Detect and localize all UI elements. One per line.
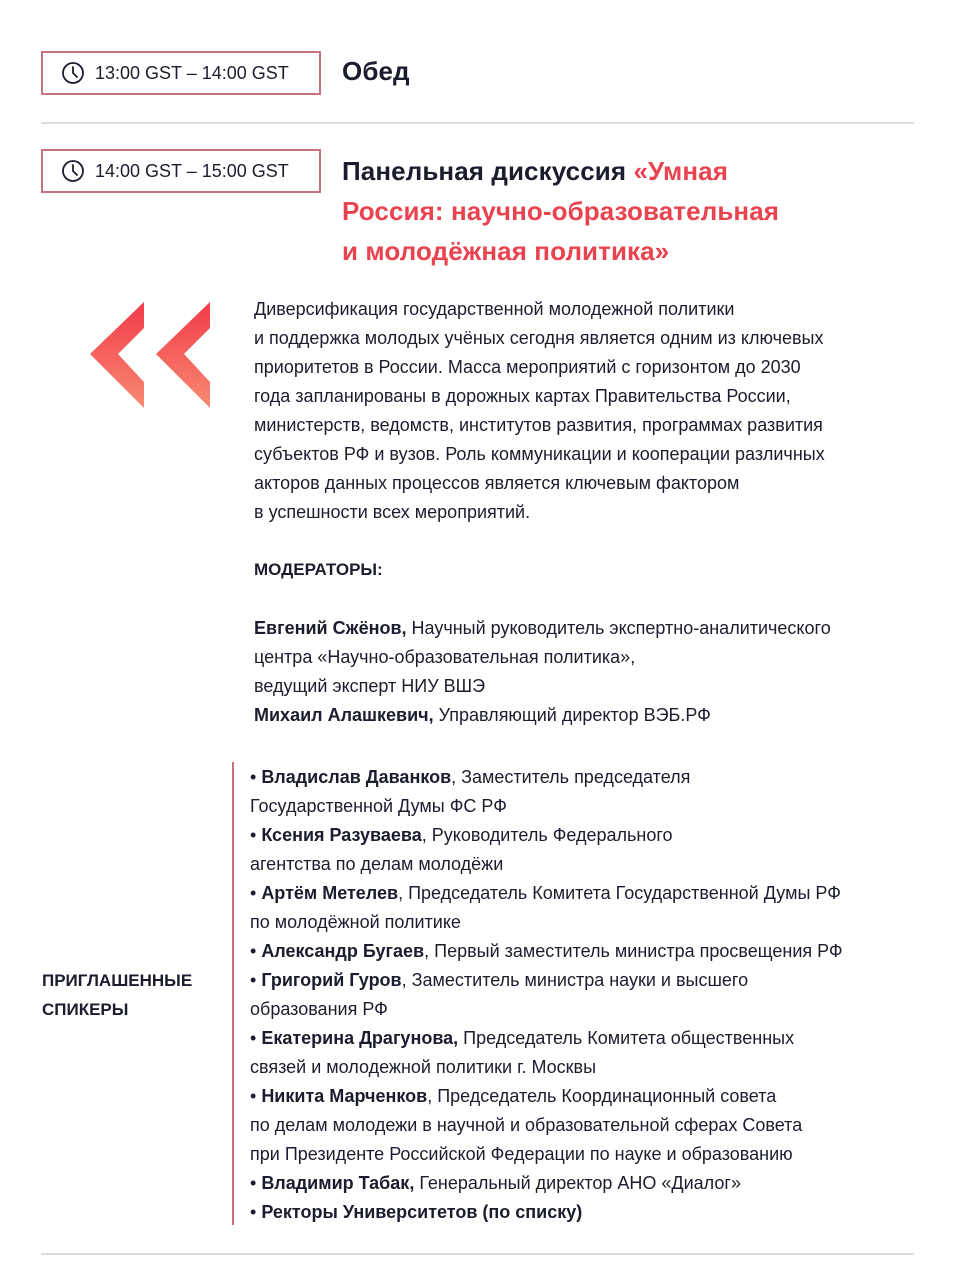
- description-line: субъектов РФ и вузов. Роль коммуникации и кооперации различных: [254, 444, 825, 464]
- divider: [41, 122, 914, 124]
- speaker-item: [250, 937, 920, 966]
- speaker-name: Ксения Разуваева: [261, 825, 422, 845]
- speaker-item: [250, 1024, 920, 1053]
- speaker-role-line: по делам молодежи в научной и образовательной сферах Совета: [250, 1115, 803, 1135]
- time-slot-badge: [41, 149, 321, 193]
- speakers-heading: [42, 966, 192, 1024]
- bullet: •: [250, 883, 262, 903]
- speaker-role: , Первый заместитель министра просвещения РФ: [424, 941, 843, 961]
- description-line: Диверсификация государственной молодежной политики: [254, 299, 735, 319]
- bullet: •: [250, 970, 262, 990]
- speaker-item: [250, 1169, 920, 1198]
- speaker-role-line: образования РФ: [250, 999, 388, 1019]
- bullet: •: [250, 1202, 262, 1222]
- moderator-role-line: центра «Научно-образовательная политика»,: [254, 647, 636, 667]
- speaker-role-line: при Президенте Российской Федерации по науке и образованию: [250, 1144, 793, 1164]
- speaker-name: Григорий Гуров: [261, 970, 402, 990]
- time-range: 13:00 GST – 14:00 GST: [95, 62, 289, 83]
- bullet: •: [250, 1086, 262, 1106]
- bullet: •: [250, 1028, 262, 1048]
- speakers-divider-line: [232, 762, 234, 1225]
- speaker-name: Никита Марченков: [261, 1086, 428, 1106]
- speaker-item: [250, 879, 920, 908]
- description-line: года запланированы в дорожных картах Правительства России,: [254, 386, 791, 406]
- speaker-name: Ректоры Университетов (по списку): [261, 1202, 583, 1222]
- moderator-name: Евгений Сжёнов,: [254, 618, 407, 638]
- speaker-item: [250, 966, 920, 995]
- time-range: 14:00 GST – 15:00 GST: [95, 160, 289, 181]
- session-title: [342, 151, 902, 271]
- bullet: •: [250, 767, 262, 787]
- speaker-role: Председатель Комитета общественных: [458, 1028, 795, 1048]
- bullet: •: [250, 825, 262, 845]
- speaker-role-line: связей и молодежной политики г. Москвы: [250, 1057, 597, 1077]
- speaker-name: Владислав Даванков: [261, 767, 452, 787]
- speaker-item: [250, 1082, 920, 1111]
- clock-icon: [61, 61, 85, 85]
- title-accent: Россия: научно-образовательная: [342, 196, 780, 226]
- moderators-list: [254, 614, 914, 730]
- moderator-role: Управляющий директор ВЭБ.РФ: [433, 705, 711, 725]
- speaker-item: [250, 763, 920, 792]
- time-slot-badge: [41, 51, 321, 95]
- moderator-role-line: ведущий эксперт НИУ ВШЭ: [254, 676, 486, 696]
- speaker-role-line: Государственной Думы ФС РФ: [250, 796, 507, 816]
- bullet: •: [250, 1173, 262, 1193]
- title-accent: «Умная: [633, 156, 728, 186]
- speaker-role: , Заместитель председателя: [451, 767, 691, 787]
- speaker-name: Артём Метелев: [261, 883, 399, 903]
- moderator-name: Михаил Алашкевич,: [254, 705, 434, 725]
- session-description: [254, 295, 904, 527]
- speaker-role-line: по молодёжной политике: [250, 912, 461, 932]
- speaker-name: Александр Бугаев: [261, 941, 425, 961]
- description-line: в успешности всех мероприятий.: [254, 502, 531, 522]
- bullet: •: [250, 941, 262, 961]
- speaker-role: Генеральный директор АНО «Диалог»: [414, 1173, 741, 1193]
- clock-icon: [61, 159, 85, 183]
- title-accent: и молодёжная политика»: [342, 236, 670, 266]
- session-title: Обед: [342, 56, 410, 86]
- description-line: министерств, ведомств, институтов развития, программах развития: [254, 415, 823, 435]
- speaker-role: , Председатель Координационный совета: [427, 1086, 777, 1106]
- divider: [41, 1253, 914, 1255]
- moderator-item: [254, 701, 914, 730]
- moderators-heading: МОДЕРАТОРЫ:: [254, 560, 383, 579]
- speaker-role-line: агентства по делам молодёжи: [250, 854, 504, 874]
- speakers-list: [250, 763, 920, 1227]
- speaker-item: [250, 1198, 920, 1227]
- speakers-heading-line: ПРИГЛАШЕННЫЕ: [42, 971, 193, 990]
- double-chevron-quote-icon: [90, 302, 214, 412]
- speaker-name: Владимир Табак,: [261, 1173, 415, 1193]
- description-line: акторов данных процессов является ключевым фактором: [254, 473, 740, 493]
- speaker-role: , Заместитель министра науки и высшего: [401, 970, 749, 990]
- speaker-role: , Руководитель Федерального: [421, 825, 673, 845]
- speaker-name: Екатерина Драгунова,: [261, 1028, 459, 1048]
- moderator-item: [254, 614, 914, 643]
- moderator-role: Научный руководитель экспертно-аналитического: [406, 618, 831, 638]
- speaker-role: , Председатель Комитета Государственной Думы РФ: [398, 883, 841, 903]
- speakers-heading-line: СПИКЕРЫ: [42, 1000, 129, 1019]
- description-line: и поддержка молодых учёных сегодня является одним из ключевых: [254, 328, 824, 348]
- description-line: приоритетов в России. Масса мероприятий с горизонтом до 2030: [254, 357, 801, 377]
- title-prefix: Панельная дискуссия: [342, 156, 634, 186]
- speaker-item: [250, 821, 920, 850]
